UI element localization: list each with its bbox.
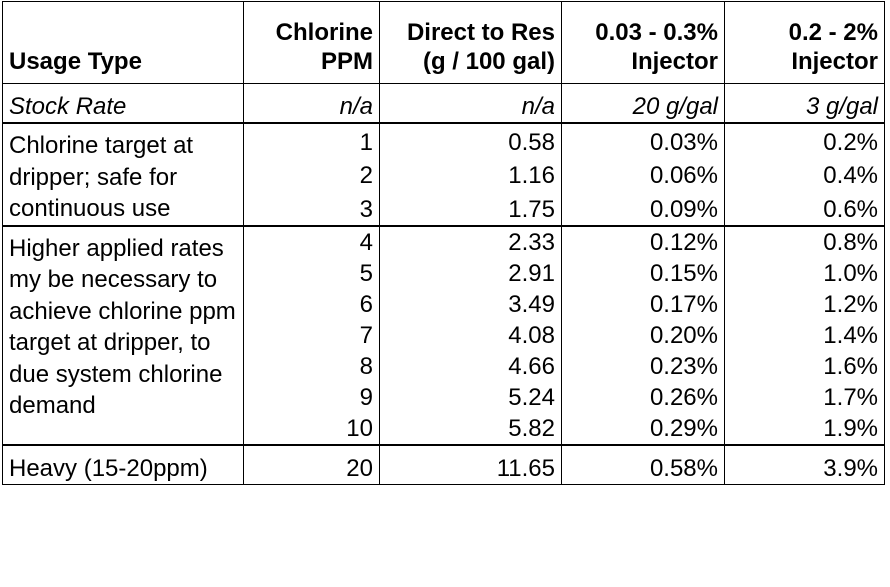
usage-type-cell: Chlorine target at dripper; safe for continuous use xyxy=(3,123,244,226)
table-row xyxy=(3,445,885,485)
ppm-cell: 4 xyxy=(244,226,380,258)
direct-cell: 5.82 xyxy=(380,413,562,445)
table-row xyxy=(3,123,885,158)
small-injector-cell: 0.26% xyxy=(562,382,725,413)
ppm-cell: 10 xyxy=(244,413,380,445)
direct-cell: 0.58 xyxy=(380,123,562,158)
header-small-injector: 0.03 - 0.3% Injector xyxy=(562,2,725,84)
large-injector-cell: 1.2% xyxy=(725,289,885,320)
large-injector-cell: 1.6% xyxy=(725,351,885,382)
ppm-cell: 2 xyxy=(244,158,380,191)
ppm-cell: 8 xyxy=(244,351,380,382)
large-injector-cell: 0.8% xyxy=(725,226,885,258)
table-row xyxy=(3,226,885,258)
large-injector-cell: 1.4% xyxy=(725,320,885,351)
direct-cell: 4.66 xyxy=(380,351,562,382)
large-injector-cell: 1.7% xyxy=(725,382,885,413)
direct-cell: 1.75 xyxy=(380,191,562,226)
large-injector-cell: 1.0% xyxy=(725,258,885,289)
direct-cell: 1.16 xyxy=(380,158,562,191)
small-injector-cell: 0.06% xyxy=(562,158,725,191)
large-injector-cell: 0.6% xyxy=(725,191,885,226)
ppm-cell: 6 xyxy=(244,289,380,320)
small-injector-cell: 0.15% xyxy=(562,258,725,289)
direct-cell: 2.33 xyxy=(380,226,562,258)
usage-type-cell: Higher applied rates my be necessary to achieve chlorine ppm target at dripper, to due system chlorine demand xyxy=(3,226,244,445)
chlorine-dosing-table xyxy=(2,1,885,485)
small-injector-cell: 0.03% xyxy=(562,123,725,158)
header-usage-type: Usage Type xyxy=(3,2,244,84)
small-injector-cell: 0.20% xyxy=(562,320,725,351)
header-chlorine-ppm: Chlorine PPM xyxy=(244,2,380,84)
direct-cell: 11.65 xyxy=(380,445,562,485)
small-injector-cell: 0.29% xyxy=(562,413,725,445)
stock-rate-label: Stock Rate xyxy=(3,84,244,124)
ppm-cell: 3 xyxy=(244,191,380,226)
direct-cell: 2.91 xyxy=(380,258,562,289)
stock-rate-large-injector: 3 g/gal xyxy=(725,84,885,124)
large-injector-cell: 0.4% xyxy=(725,158,885,191)
ppm-cell: 20 xyxy=(244,445,380,485)
direct-cell: 3.49 xyxy=(380,289,562,320)
direct-cell: 4.08 xyxy=(380,320,562,351)
header-large-injector: 0.2 - 2% Injector xyxy=(725,2,885,84)
small-injector-cell: 0.17% xyxy=(562,289,725,320)
ppm-cell: 5 xyxy=(244,258,380,289)
direct-cell: 5.24 xyxy=(380,382,562,413)
usage-type-cell: Heavy (15-20ppm) xyxy=(3,445,244,485)
header-direct-to-res: Direct to Res (g / 100 gal) xyxy=(380,2,562,84)
ppm-cell: 1 xyxy=(244,123,380,158)
large-injector-cell: 3.9% xyxy=(725,445,885,485)
large-injector-cell: 1.9% xyxy=(725,413,885,445)
stock-rate-ppm: n/a xyxy=(244,84,380,124)
ppm-cell: 9 xyxy=(244,382,380,413)
large-injector-cell: 0.2% xyxy=(725,123,885,158)
stock-rate-row xyxy=(3,84,885,124)
stock-rate-small-injector: 20 g/gal xyxy=(562,84,725,124)
header-row xyxy=(3,2,885,84)
small-injector-cell: 0.12% xyxy=(562,226,725,258)
ppm-cell: 7 xyxy=(244,320,380,351)
small-injector-cell: 0.58% xyxy=(562,445,725,485)
small-injector-cell: 0.09% xyxy=(562,191,725,226)
small-injector-cell: 0.23% xyxy=(562,351,725,382)
stock-rate-direct: n/a xyxy=(380,84,562,124)
